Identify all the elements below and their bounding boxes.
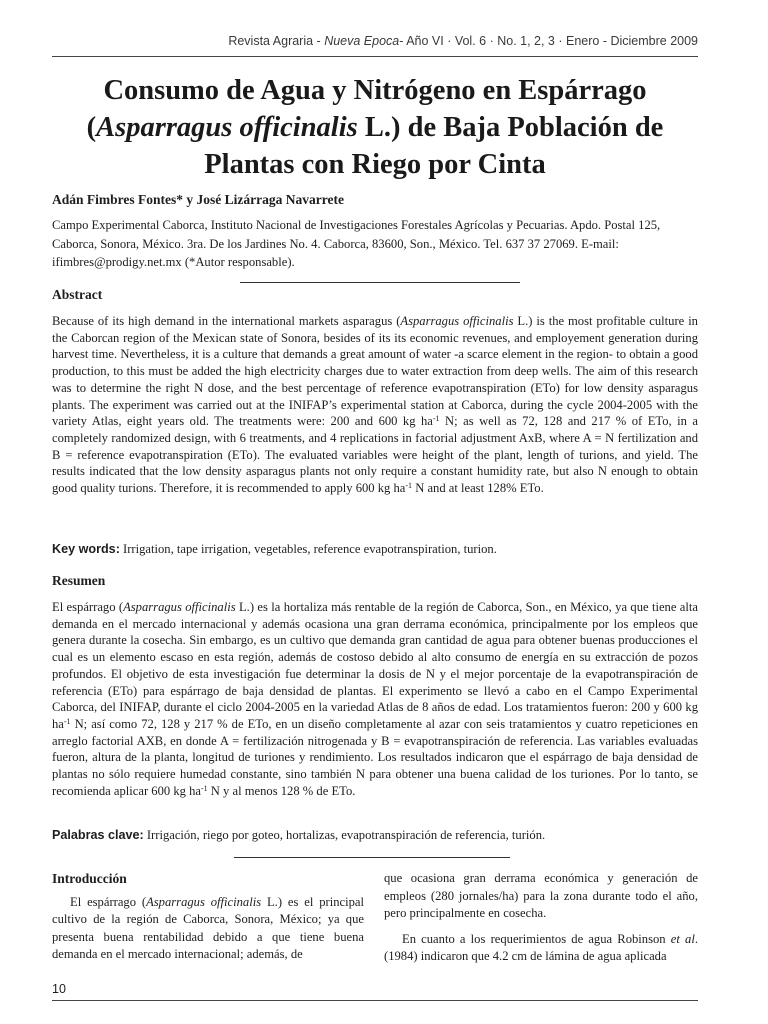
intro-text: . (1984) indicaron que 4.2 cm de lámina de agua aplicada [384,931,698,963]
intro-right-column [384,870,698,966]
journal-name: Nueva Epoca [324,34,400,48]
resumen-text: L.) es la hortaliza más rentable de la región de Caborca, Son., en México, ya que tiene alta demanda en el mercado internacional y además ocasiona una gran derrama económica, principalmente por los empleos que genera durante la cosecha. Sin embargo, es un cultivo que demanda gran cantidad de agua para obtener buenas producciones el cual es un elemento escaso en esta región, además de costoso debido al alto consumo de energía en su extracción de pozos profundos. El objetivo de esta investigación fue determinar la dosis de N y el mejor porcentaje de la evapotranspiración de referencia (ETo) para espárrago de baja densidad de plantas. El experimento se llevó a cabo en el Campo Experimental Caborca, del INIFAP, durante el ciclo 2004-2005 en la variedad Atlas de 8 años de edad. Los tratamientos fueron: 200 y 600 kg ha [52,600,698,731]
header-prefix: Revista Agraria - [228,34,325,48]
abstract-text: L.) is the most profitable culture in the Caborcan region of the Mexican state of Sonora, besides of its its economic revenues, and employement generation during harvest time. Nevertheless, it is a culture that demands a great amount of water -a scarce element in the region- to obtain a good production, to this must be added the high electricity charges due to water extraction from deep wells. The aim of this research was to determine the right N dose, and the best percentage of reference evapotranspiration (ETo) for low density asparagus plants. The experiment was carried out at the INIFAP’s experimental station at Caborca, during the cycle 2004-2005 with the variety Atlas, eight years old. The treatments were: 200 and 600 kg ha [52,314,698,429]
superscript: -1 [200,783,208,793]
abstract-text: N; as well as 72, 128 and 217 % of ETo, in a completely randomized design, with 6 treatments, and 4 replications in factorial adjustment AxB, where A = N fertilization and B = reference evapotranspiration (ETo). The evaluated variables were height of the plant, length of turions, and yield. The results indicated that the low density asparagus plants not only require a constant humidity rate, but also N enough to obtain good quality turions. Therefore, it is recommended to apply 600 kg ha [52,414,698,496]
page-number: 10 [52,982,66,996]
authors: Adán Fimbres Fontes* y José Lizárraga Navarrete [52,192,344,207]
title-line-2: L.) de Baja Población de [357,112,664,143]
abstract-body [52,313,698,497]
intro-species: Asparragus officinalis [146,894,262,909]
abstract-text: Because of its high demand in the international markets asparagus ( [52,314,401,328]
palabras-clave-text: Irrigación, riego por goteo, hortalizas, evapotranspiración de referencia, turión. [143,828,546,842]
section-divider [240,282,520,283]
keywords [52,542,698,557]
resumen-species: Asparragus officinalis [123,600,236,614]
superscript: -1 [405,481,413,491]
section-divider [234,857,510,858]
header-rule [52,56,698,57]
intro-paragraph [384,931,698,966]
intro-text: En cuanto a los requerimientos de agua Robinson [402,931,671,946]
footer-rule [52,1000,698,1001]
abstract-heading: Abstract [52,287,103,302]
superscript: -1 [63,716,71,726]
resumen-heading: Resumen [52,573,106,588]
article-title [52,72,698,183]
keywords-text: Irrigation, tape irrigation, vegetables, reference evapotranspiration, turion. [119,542,497,556]
header-issue: - Año VI · Vol. 6 · No. 1, 2, 3 · Enero - Diciembre 2009 [399,34,698,48]
title-species: Asparragus officinalis [96,112,358,143]
title-open-paren: ( [86,112,97,143]
abstract-species: Asparragus officinalis [400,314,514,328]
resumen-body [52,599,698,799]
running-header [228,34,698,48]
keywords-label: Key words: [52,542,120,556]
intro-paragraph [52,894,364,964]
superscript: -1 [432,414,440,424]
intro-text: El espárrago ( [70,894,147,909]
resumen-text: N y al menos 128 % de ETo. [207,783,356,798]
title-line-1: Consumo de Agua y Nitrógeno en Espárrago [103,75,647,106]
resumen-text: N; así como 72, 128 y 217 % de ETo, en un diseño completamente al azar con seis tratamientos y cuatro repeticiones en arreglo factorial AXB, en donde A = fertilización nitrogenada y B = evapotranspiración de referencia. Las variables evaluadas fueron, altura de la planta, longitud de turiones y rendimiento. Los resultados indicaron que el espárrago de baja densidad de plantas no sólo requiere humedad constante, sino también N para obtener una buena calidad de los turiones. Por lo tanto, se recomienda aplicar 600 kg ha [52,716,698,798]
title-line-3: Plantas con Riego por Cinta [204,149,546,180]
resumen-text: El espárrago ( [52,600,124,614]
intro-paragraph-continued: que ocasiona gran derrama económica y generación de empleos (280 jornales/ha) para la zona durante todo el año, pero principalmente en cosecha. [384,871,698,920]
palabras-clave-label: Palabras clave: [52,828,144,842]
palabras-clave [52,828,698,843]
intro-left-column [52,870,364,964]
affiliation: Campo Experimental Caborca, Instituto Nacional de Investigaciones Forestales Agrícolas y Pecuarias. Apdo. Postal 125, Caborca, Sonora, México. 3ra. De los Jardines No. 4. Caborca, 83600, Son., México. Tel. 637 37 27069. E-mail: ifimbres@prodigy.net.mx (*Autor responsable). [52,218,661,269]
intro-heading: Introducción [52,871,127,886]
abstract-text: N and at least 128% ETo. [412,481,544,496]
et-al: et al [670,931,695,946]
intro-text: L.) es el principal cultivo de la región de Caborca, Sonora, México; ya que presenta buena rentabilidad debido a que tiene buena demanda en el mercado internacional; además, de [52,894,364,961]
